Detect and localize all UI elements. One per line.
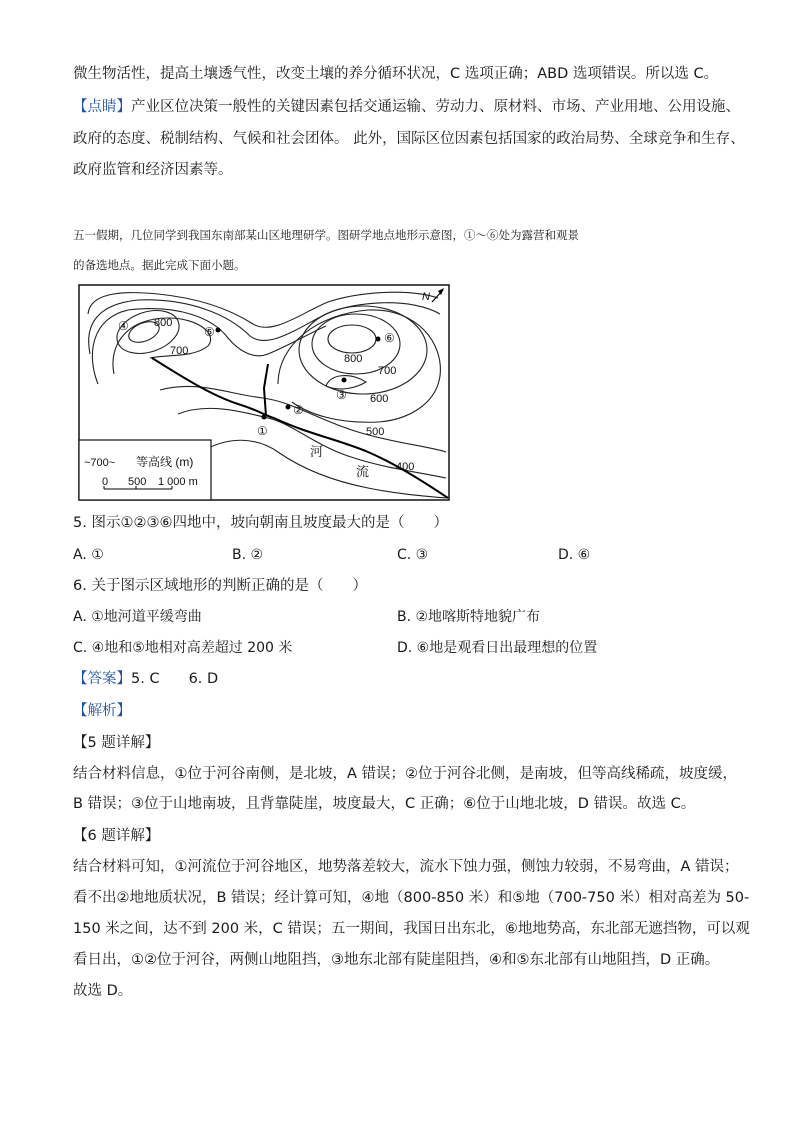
scale-label: 0: [102, 476, 109, 488]
q6-option-b: B. ②地喀斯特地貌广布: [397, 609, 541, 625]
contour-label: 400: [396, 461, 415, 473]
point-label: ③: [336, 388, 347, 402]
paragraph-line: 结合材料可知，①河流位于河谷地区，地势落差较大，流水下蚀力强，侧蚀力较弱，不易弯曲，A 错误；: [73, 859, 739, 875]
legend-box: [79, 440, 211, 500]
legend-symbol: ~700~: [84, 457, 116, 469]
contour-label: 600: [370, 393, 389, 405]
river-label: 河: [310, 444, 324, 459]
point-label: ⑥: [384, 331, 395, 345]
point-label: ②: [293, 403, 304, 417]
answer-text: 5. C 6. D: [131, 671, 219, 687]
tip-text: 产业区位决策一般性的关键因素包括交通运输、劳动力、原材料、市场、产业用地、公用设施、: [131, 99, 740, 115]
map-legend: [79, 440, 211, 500]
paragraph-line: B 错误；③位于山地南坡，且背靠陡崖，坡度最大，C 正确；⑥位于山地北坡，D 错误。故选 C。: [73, 796, 696, 812]
question-5-stem: 5. 图示①②③⑥四地中，坡向朝南且坡度最大的是（ ）: [73, 515, 448, 531]
point-marker: [376, 337, 381, 342]
point-marker: [286, 405, 291, 410]
passage-line: 的备选地点。据此完成下面小题。: [73, 258, 246, 272]
q5-option-a: A. ①: [73, 547, 104, 563]
north-label: N: [422, 291, 430, 303]
question-6-stem: 6. 关于图示区域地形的判断正确的是（ ）: [73, 578, 367, 594]
q5-detail-tag: 【5 题详解】: [73, 735, 160, 751]
contour-label: 800: [154, 317, 173, 329]
paragraph-line: 看不出②地地质状况，B 错误；经计算可知，④地（800-850 米）和⑤地（700-750 米）相对高差为 50-: [73, 890, 750, 906]
paragraph-line: 150 米之间，达不到 200 米，C 错误；五一期间，我国日出东北，⑥地地势高，东北部无遮挡物，可以观: [73, 921, 750, 937]
point-label: ④: [118, 319, 129, 333]
river-label: 流: [356, 464, 370, 479]
q5-option-b: B. ②: [232, 547, 264, 563]
point-marker: [342, 378, 347, 383]
contour-label: 700: [378, 365, 397, 377]
answer-tag: 【答案】: [73, 671, 131, 687]
tip-paragraph: [73, 97, 740, 117]
point-marker: [262, 415, 267, 420]
paragraph-line: 政府监管和经济因素等。: [73, 162, 233, 178]
paragraph-line: 故选 D。: [73, 983, 133, 999]
q5-option-d: D. ⑥: [558, 547, 591, 563]
q6-option-a: A. ①地河道平缓弯曲: [73, 609, 202, 625]
legend-label: 等高线 (m): [136, 455, 194, 469]
q5-option-c: C. ③: [397, 547, 429, 563]
q6-detail-tag: 【6 题详解】: [73, 828, 160, 844]
contour-label: 700: [170, 345, 189, 357]
q6-option-c: C. ④地和⑤地相对高差超过 200 米: [73, 640, 293, 656]
paragraph-line: 微生物活性，提高土壤透气性，改变土壤的养分循环状况，C 选项正确；ABD 选项错误。所以选 C。: [73, 66, 719, 82]
contour-label: 800: [344, 353, 363, 365]
topographic-map: [78, 284, 450, 501]
paragraph-line: 政府的态度、税制结构、气候和社会团体。 此外，国际区位因素包括国家的政治局势、全球竞争和生存、: [73, 131, 745, 147]
paragraph-line: 结合材料信息，①位于河谷南侧，是北坡，A 错误；②位于河谷北侧，是南坡，但等高线稀疏，坡度缓，: [73, 766, 738, 782]
q6-option-d: D. ⑥地是观看日出最理想的位置: [397, 640, 598, 656]
answer-line: [73, 669, 218, 689]
tip-tag: 【点睛】: [73, 99, 131, 115]
analysis-tag: 【解析】: [73, 703, 131, 719]
paragraph-line: 看日出，①②位于河谷，两侧山地阻挡，③地东北部有陡崖阻挡，④和⑤东北部有山地阻挡，D 正确。: [73, 952, 720, 968]
scale-label: 500: [128, 476, 147, 488]
scale-label: 1 000 m: [158, 476, 198, 488]
passage-line: 五一假期，几位同学到我国东南部某山区地理研学。图研学地点地形示意图，①～⑥处为露营和观景: [73, 228, 579, 242]
point-label: ①: [257, 424, 268, 438]
contour-label: 500: [366, 426, 385, 438]
point-label: ⑤: [204, 325, 215, 339]
point-marker: [216, 328, 221, 333]
